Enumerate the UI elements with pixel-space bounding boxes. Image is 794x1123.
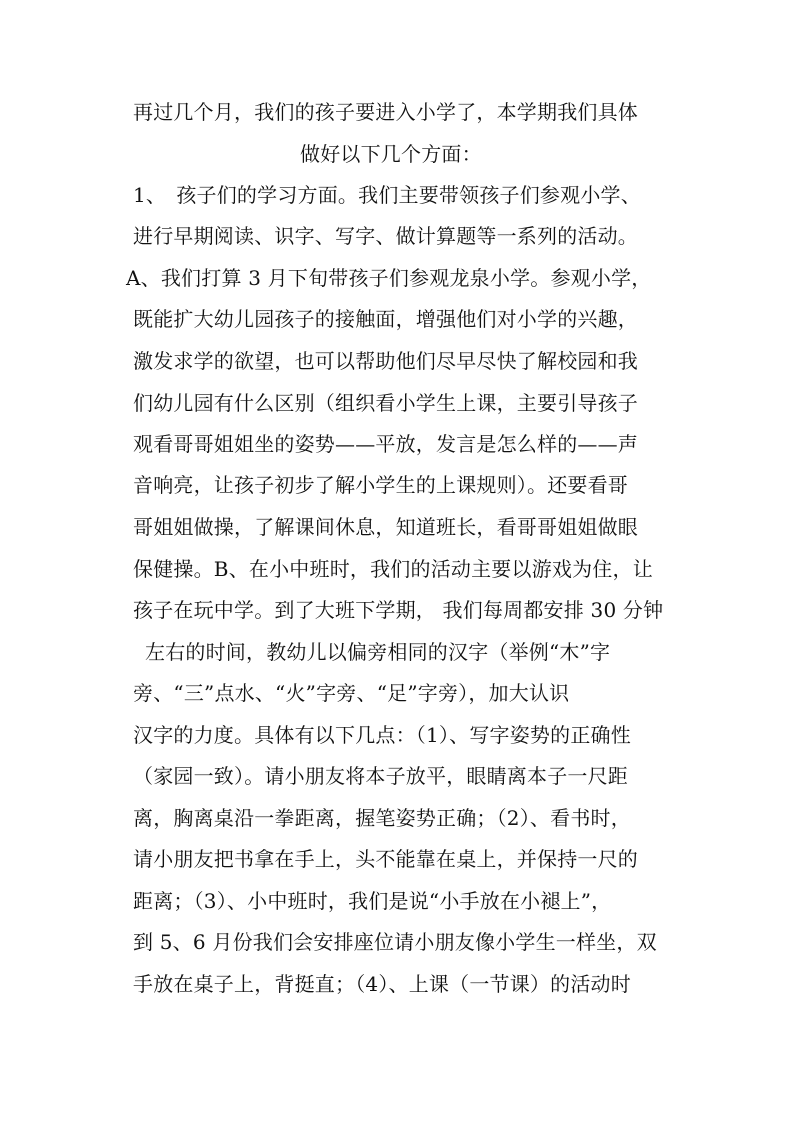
text-line: 左右的时间，教幼儿以偏旁相同的汉字（举例“木”字 xyxy=(145,640,611,664)
text-line: 们幼儿园有什么区别（组织看小学生上课，主要引导孩子 xyxy=(133,391,638,415)
text-line: 到 5、6 月份我们会安排座位请小朋友像小学生一样坐，双 xyxy=(133,930,657,954)
text-line: A、我们打算 3 月下旬带孩子们参观龙泉小学。参观小学， xyxy=(126,266,652,290)
text-line: 观看哥哥姐姐坐的姿势——平放，发言是怎么样的——声 xyxy=(133,432,638,456)
text-line: 旁、“三”点水、“火”字旁、“足”字旁），加大认识 xyxy=(133,681,570,705)
text-line: 保健操。B、在小中班时，我们的活动主要以游戏为住，让 xyxy=(133,557,653,581)
text-line: 汉字的力度。具体有以下几点：（1）、写字姿势的正确性 xyxy=(133,723,631,747)
text-line: （家园一致）。请小朋友将本子放平，眼睛离本子一尺距 xyxy=(133,764,628,788)
text-line: 既能扩大幼儿园孩子的接触面，增强他们对小学的兴趣， xyxy=(133,307,638,331)
text-line: 音响亮，让孩子初步了解小学生的上课规则）。还要看哥 xyxy=(133,473,628,497)
text-line: 离，胸离桌沿一拳距离，握笔姿势正确；（2）、看书时， xyxy=(133,806,631,830)
text-line: 1、 孩子们的学习方面。我们主要带领孩子们参观小学、 xyxy=(133,183,641,207)
text-line: 做好以下几个方面： xyxy=(300,142,482,166)
text-line: 请小朋友把书拿在手上，头不能靠在桌上，并保持一尺的 xyxy=(133,847,638,871)
text-line: 进行早期阅读、识字、写字、做计算题等一系列的活动。 xyxy=(133,224,638,248)
text-line: 激发求学的欲望，也可以帮助他们尽早尽快了解校园和我 xyxy=(133,349,638,373)
text-line: 距离；（3）、小中班时，我们是说“小手放在小褪上”， xyxy=(133,889,612,913)
text-line: 手放在桌子上，背挺直；（4）、上课（一节课）的活动时 xyxy=(133,972,631,996)
text-line: 再过几个月，我们的孩子要进入小学了，本学期我们具体 xyxy=(133,100,638,124)
text-line: 哥姐姐做操，了解课间休息，知道班长，看哥哥姐姐做眼 xyxy=(133,515,638,539)
text-line: 孩子在玩中学。到了大班下学期， 我们每周都安排 30 分钟 xyxy=(133,598,664,622)
